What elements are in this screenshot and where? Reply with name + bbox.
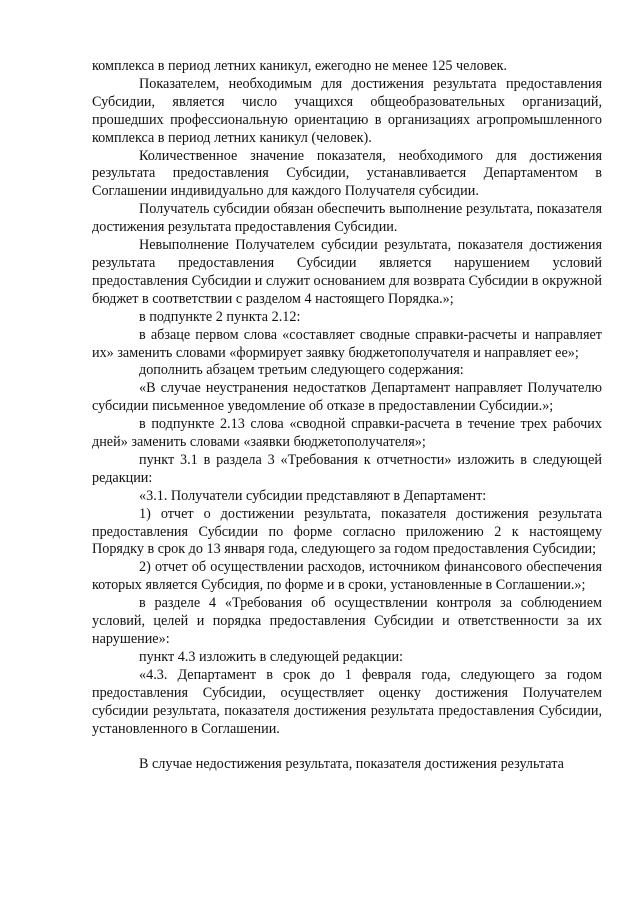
paragraph: Количественное значение показателя, необходимого для достижения результата предоставления Субсидии, устанавливается Департаментом в Соглашении индивидуально для каждого Получателя субсидии.	[92, 147, 602, 200]
paragraph: Получатель субсидии обязан обеспечить выполнение результата, показателя достижения результата предоставления Субсидии.	[92, 201, 602, 236]
paragraph: в подпункте 2 пункта 2.12:	[139, 308, 301, 325]
paragraph: 2) отчет об осуществлении расходов, источником финансового обеспечения которых является Субсидия, по форме и в сроки, установленные в Соглашении.»;	[92, 559, 602, 594]
document-page	[92, 58, 602, 774]
paragraph: пункт 4.3 изложить в следующей редакции:	[139, 648, 403, 665]
paragraph: пункт 3.1 в раздела 3 «Требования к отчетности» изложить в следующей редакции:	[92, 451, 602, 486]
paragraph: «В случае неустранения недостатков Департамент направляет Получателю субсидии письменное уведомление об отказе в предоставлении Субсидии.»;	[92, 380, 602, 415]
paragraph: «4.3. Департамент в срок до 1 февраля года, следующего за годом предоставления Субсидии, осуществляет оценку достижения Получателем субсидии результата, показателя достижения результата предоставления Субсидии, установленного в Соглашении.	[92, 666, 602, 737]
paragraph: в абзаце первом слова «составляет сводные справки-расчеты и направляет их» заменить словами «формирует заявку бюджетополучателя и направляет ее»;	[92, 326, 602, 361]
paragraph: Невыполнение Получателем субсидии результата, показателя достижения результата предоставления Субсидии является нарушением условий предоставления Субсидии и служит основанием для возврата Субсидии в окружной бюджет в соответствии с разделом 4 настоящего Порядка.»;	[92, 237, 602, 307]
paragraph: дополнить абзацем третьим следующего содержания:	[139, 362, 464, 379]
paragraph: в разделе 4 «Требования об осуществлении контроля за соблюдением условий, целей и порядка предоставления Субсидии и ответственности за их нарушение»:	[92, 595, 602, 647]
paragraph: Показателем, необходимым для достижения результата предоставления Субсидии, является число учащихся общеобразовательных организаций, прошедших профессиональную ориентацию в организациях агропромышленного комплекса в период летних каникул (человек).	[92, 75, 602, 146]
paragraph-truncated: В случае недостижения результата, показателя достижения результата	[139, 756, 564, 773]
paragraph-continuation: комплекса в период летних каникул, ежегодно не менее 125 человек.	[92, 58, 508, 74]
paragraph: в подпункте 2.13 слова «сводной справки-расчета в течение трех рабочих дней» заменить словами «заявки бюджетополучателя»;	[92, 416, 602, 451]
paragraph: 1) отчет о достижении результата, показателя достижения результата предоставления Субсидии по форме согласно приложению 2 к настоящему Порядку в срок до 13 января года, следующего за годом предоставления Субсидии;	[92, 505, 602, 558]
paragraph: «3.1. Получатели субсидии представляют в Департамент:	[139, 487, 487, 504]
